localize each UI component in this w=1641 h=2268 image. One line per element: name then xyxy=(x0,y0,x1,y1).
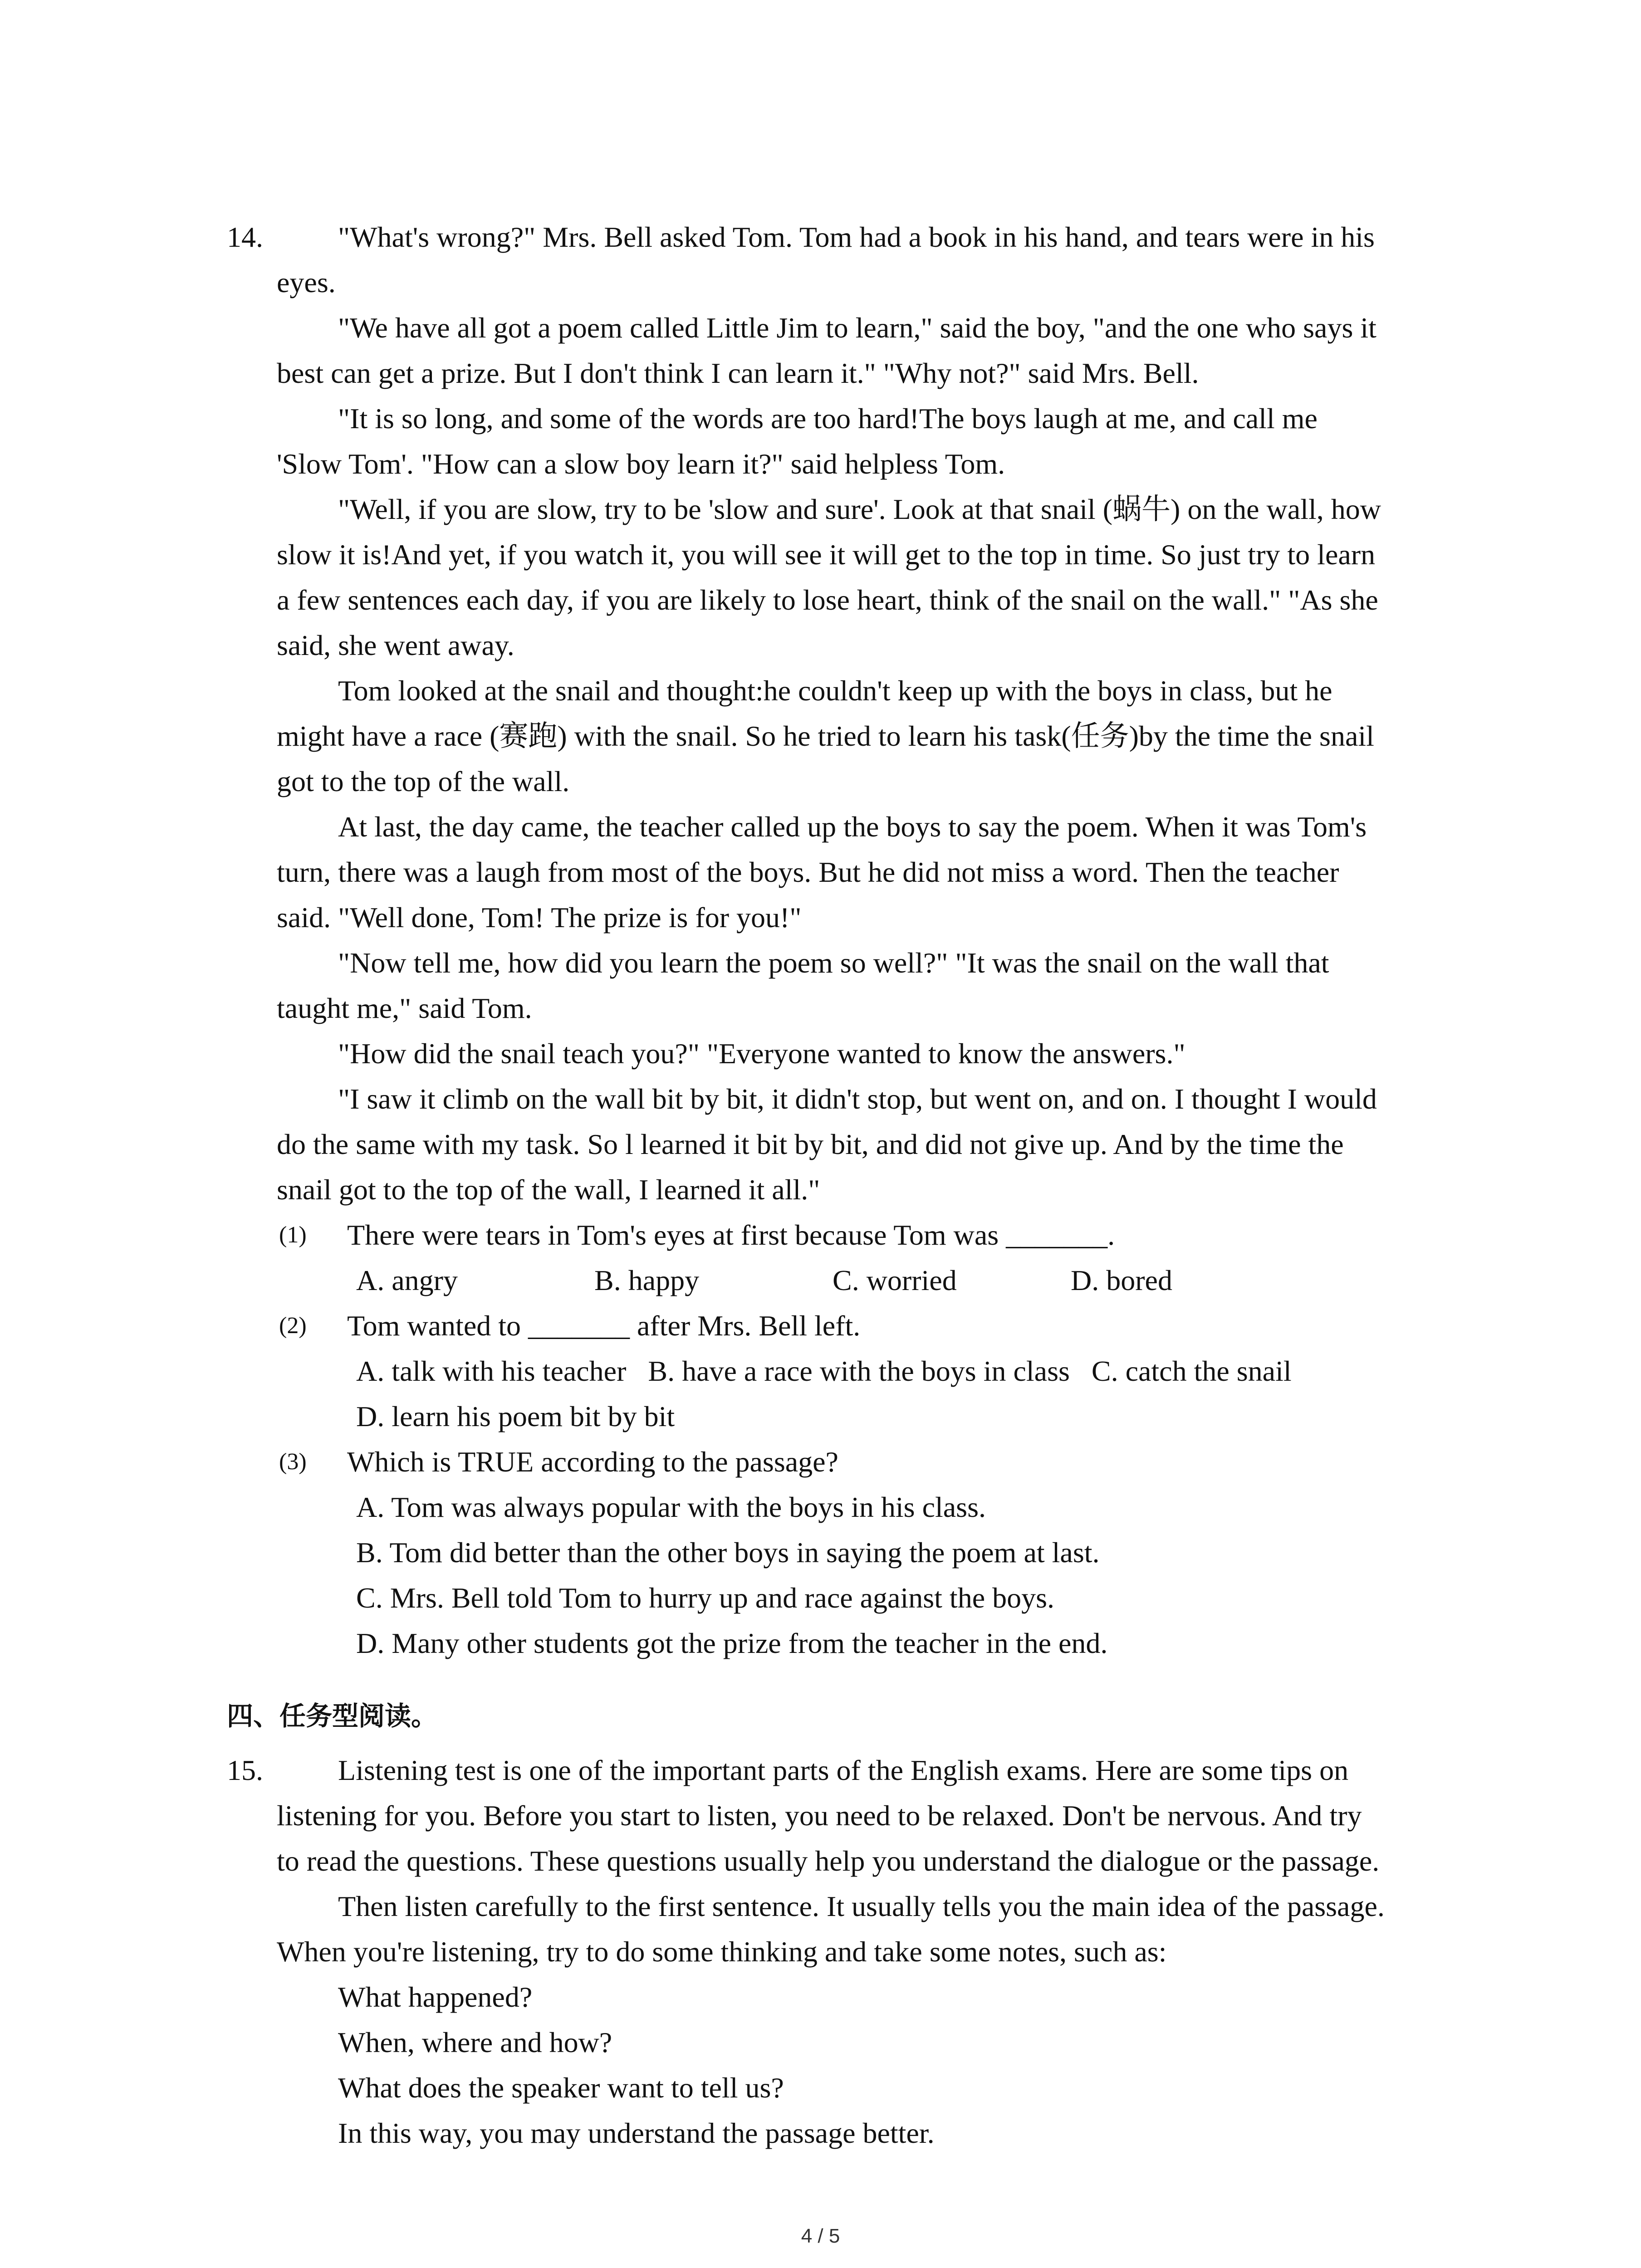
q15-line: Then listen carefully to the first sentence. It usually tells you the main idea of the passage. xyxy=(338,1890,1385,1922)
q14-line: snail got to the top of the wall, I learned it all." xyxy=(277,1173,820,1206)
q15-line: What does the speaker want to tell us? xyxy=(338,2072,784,2104)
option-d: D. bored xyxy=(1071,1264,1172,1296)
option-b: B. happy xyxy=(594,1264,700,1296)
q14-line: "What's wrong?" Mrs. Bell asked Tom. Tom had a book in his hand, and tears were in his xyxy=(338,221,1375,253)
q14-line: "Now tell me, how did you learn the poem so well?" "It was the snail on the wall that xyxy=(338,947,1329,979)
option-line: B. Tom did better than the other boys in saying the poem at last. xyxy=(356,1536,1100,1569)
section-heading: 四、任务型阅读。 xyxy=(227,1701,438,1731)
q15-line: In this way, you may understand the passage better. xyxy=(338,2117,935,2149)
q14-line: 'Slow Tom'. "How can a slow boy learn it?" said helpless Tom. xyxy=(277,448,1005,480)
question-14-number: 14. xyxy=(227,221,263,253)
q14-line: eyes. xyxy=(277,266,336,298)
q14-line: best can get a prize. But I don't think I can learn it." "Why not?" said Mrs. Bell. xyxy=(277,357,1199,389)
subquestion-3-number: (3) xyxy=(279,1449,307,1475)
q14-line: do the same with my task. So l learned it bit by bit, and did not give up. And by the time the xyxy=(277,1128,1344,1160)
q14-line: Tom looked at the snail and thought:he couldn't keep up with the boys in class, but he xyxy=(338,675,1332,707)
subquestion-1-number: (1) xyxy=(279,1222,307,1248)
option-line: D. Many other students got the prize from the teacher in the end. xyxy=(356,1627,1108,1659)
page-number: 4 / 5 xyxy=(801,2225,840,2247)
q14-line: At last, the day came, the teacher called up the boys to say the poem. When it was Tom's xyxy=(338,811,1367,843)
q15-line: Listening test is one of the important parts of the English exams. Here are some tips on xyxy=(338,1754,1349,1786)
q14-line: taught me," said Tom. xyxy=(277,992,532,1024)
q14-line: "How did the snail teach you?" "Everyone wanted to know the answers." xyxy=(338,1037,1185,1070)
subquestion-3-stem: Which is TRUE according to the passage? xyxy=(347,1446,838,1478)
q14-line: said, she went away. xyxy=(277,629,514,661)
q15-line: listening for you. Before you start to listen, you need to be relaxed. Don't be nervous. And try xyxy=(277,1799,1362,1832)
option-line: D. learn his poem bit by bit xyxy=(356,1400,675,1432)
q15-line: What happened? xyxy=(338,1981,533,2013)
option-line: A. talk with his teacher B. have a race with the boys in class C. catch the snail xyxy=(356,1355,1292,1387)
q14-line: "It is so long, and some of the words are too hard!The boys laugh at me, and call me xyxy=(338,402,1318,435)
q14-line: said. "Well done, Tom! The prize is for you!" xyxy=(277,901,802,934)
option-line: C. Mrs. Bell told Tom to hurry up and race against the boys. xyxy=(356,1582,1054,1614)
q14-line: might have a race (赛跑) with the snail. So he tried to learn his task(任务)by the time the snail xyxy=(277,720,1374,752)
q14-line: turn, there was a laugh from most of the boys. But he did not miss a word. Then the teacher xyxy=(277,856,1339,888)
q14-line: slow it is!And yet, if you watch it, you will see it will get to the top in time. So just try to learn xyxy=(277,538,1376,571)
q14-line: "We have all got a poem called Little Jim to learn," said the boy, "and the one who says it xyxy=(338,312,1376,344)
question-15-number: 15. xyxy=(227,1754,263,1786)
subquestion-2-number: (2) xyxy=(279,1313,307,1339)
option-c: C. worried xyxy=(833,1264,957,1296)
q14-line: a few sentences each day, if you are likely to lose heart, think of the snail on the wall." "As she xyxy=(277,584,1378,616)
q15-line: When you're listening, try to do some thinking and take some notes, such as: xyxy=(277,1936,1167,1968)
q14-line: "Well, if you are slow, try to be 'slow and sure'. Look at that snail (蜗牛) on the wall, how xyxy=(338,493,1381,525)
q15-line: When, where and how? xyxy=(338,2026,612,2058)
q14-line: "I saw it climb on the wall bit by bit, it didn't stop, but went on, and on. I thought I would xyxy=(338,1083,1377,1115)
subquestion-2-stem: Tom wanted to _______ after Mrs. Bell left. xyxy=(347,1310,861,1342)
option-line: A. Tom was always popular with the boys in his class. xyxy=(356,1491,986,1523)
subquestion-1-stem: There were tears in Tom's eyes at first because Tom was _______. xyxy=(347,1219,1115,1251)
option-a: A. angry xyxy=(356,1264,458,1296)
q14-line: got to the top of the wall. xyxy=(277,765,570,797)
q15-line: to read the questions. These questions usually help you understand the dialogue or the passage. xyxy=(277,1845,1380,1877)
